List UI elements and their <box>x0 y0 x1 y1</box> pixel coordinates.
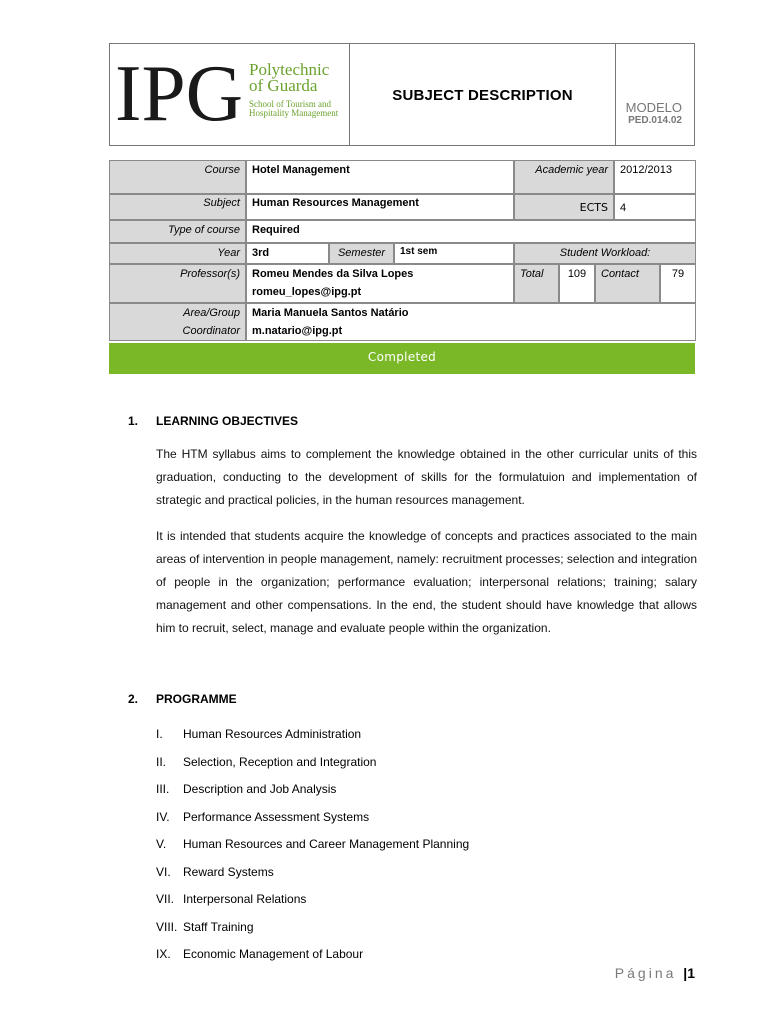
svg-text:IPG: IPG <box>115 60 243 126</box>
logo-institution-name <box>249 62 349 94</box>
logo-line1: Polytechnic <box>249 60 330 79</box>
coordinator-name: Maria Manuela Santos Natário <box>252 307 409 319</box>
list-item-number: VI. <box>156 864 171 879</box>
coordinator-email: m.natario@ipg.pt <box>252 325 343 337</box>
section-number-programme: 2. <box>128 692 139 706</box>
list-item-text: Economic Management of Labour <box>183 947 364 961</box>
list-item-text: Staff Training <box>183 919 254 934</box>
coordinator-cell <box>246 303 696 341</box>
list-item-number: IX. <box>156 947 171 961</box>
contact-label: Contact <box>595 264 660 303</box>
objectives-paragraph-1: The HTM syllabus aims to complement the knowledge obtained in the other curricular units of this graduation, conducting to the development of skills for the formulatuion and implementation of strategic and practical policies, in the human resources management. <box>156 447 697 507</box>
list-item-text: Performance Assessment Systems <box>183 809 370 824</box>
year-label: Year <box>109 243 246 264</box>
title-cell <box>350 44 616 145</box>
list-item-number: III. <box>156 782 170 796</box>
type-of-course-value: Required <box>246 220 696 243</box>
coordinator-label-cell <box>109 303 246 341</box>
list-item-number: VIII. <box>156 919 178 934</box>
course-value: Hotel Management <box>246 160 514 194</box>
semester-label: Semester <box>329 243 394 264</box>
professor-label: Professor(s) <box>109 264 246 303</box>
status-banner: Completed <box>109 343 695 374</box>
page-title: SUBJECT DESCRIPTION <box>392 87 573 104</box>
logo-school-name: School of Tourism and Hospitality Management <box>249 99 339 118</box>
subject-label: Subject <box>109 194 246 220</box>
type-of-course-label: Type of course <box>109 220 246 243</box>
academic-year-label: Academic year <box>514 160 614 194</box>
list-item-text: Human Resources and Career Management Planning <box>183 837 470 851</box>
page-number: 1 <box>687 965 695 981</box>
ects-label: ECTS <box>514 194 614 220</box>
objectives-paragraph-2: It is intended that students acquire the knowledge of concepts and practices associated to the main areas of intervention in people management, namely: recruitment processes; selection and integration of people in the organization; performance evaluation; interpersonal relations; training; salary management and other compensations. In the end, the student should have knowledge that allows him to recruit, select, manage and evaluate people within the organization. <box>156 529 697 635</box>
list-item-number: V. <box>156 837 167 851</box>
list-item-text: Human Resources Administration <box>183 727 362 741</box>
ipg-logo-icon <box>115 60 247 126</box>
list-item-number: II. <box>156 754 167 769</box>
course-info-table <box>109 160 696 341</box>
section-title-programme: PROGRAMME <box>156 692 237 706</box>
page-number-footer <box>615 965 695 981</box>
subject-value: Human Resources Management <box>246 194 514 220</box>
list-item-text: Description and Job Analysis <box>183 782 337 796</box>
document-header <box>109 43 695 146</box>
contact-value: 79 <box>660 264 696 303</box>
section-number-objectives: 1. <box>128 414 139 428</box>
list-item-number: I. <box>156 727 163 741</box>
professor-name: Romeu Mendes da Silva Lopes <box>252 268 414 280</box>
academic-year-value: 2012/2013 <box>614 160 696 194</box>
professor-cell <box>246 264 514 303</box>
professor-email: romeu_lopes@ipg.pt <box>252 286 362 298</box>
semester-value: 1st sem <box>394 243 514 264</box>
document-code: PED.014.02 <box>628 115 682 126</box>
course-label: Course <box>109 160 246 194</box>
list-item-text: Selection, Reception and Integration <box>183 754 377 769</box>
logo-line2: of Guarda <box>249 76 318 95</box>
page-word: Página <box>614 965 677 981</box>
list-item-text: Interpersonal Relations <box>183 892 307 906</box>
list-item-number: VII. <box>156 892 175 906</box>
modelo-label: MODELO <box>625 100 682 115</box>
student-workload-label: Student Workload: <box>514 243 696 264</box>
list-item-text: Reward Systems <box>183 864 274 879</box>
year-value: 3rd <box>246 243 329 264</box>
total-label: Total <box>514 264 559 303</box>
area-group-label: Area/Group <box>183 307 240 319</box>
modelo-cell <box>616 44 694 145</box>
section-title-objectives: LEARNING OBJECTIVES <box>156 414 299 428</box>
total-value: 109 <box>559 264 595 303</box>
ects-value: 4 <box>614 194 696 220</box>
page-separator: | <box>683 965 688 981</box>
coordinator-label: Coordinator <box>182 325 240 337</box>
institution-logo <box>110 44 350 145</box>
list-item-number: IV. <box>156 809 170 824</box>
